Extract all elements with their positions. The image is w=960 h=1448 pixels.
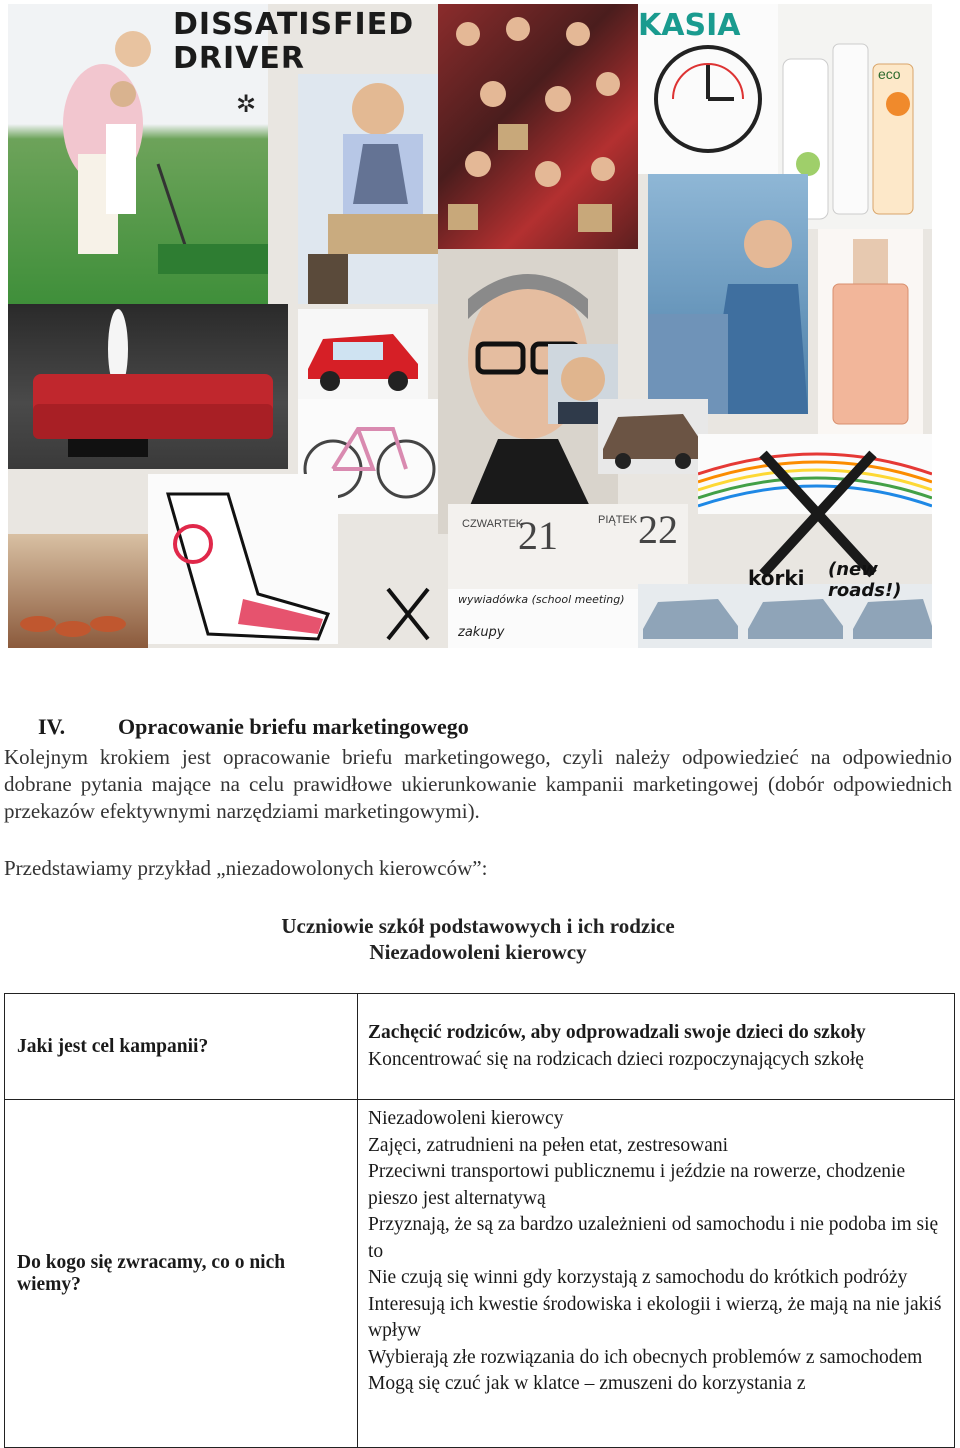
audience-line: Nie czują się winni gdy korzystają z samochodu do krótkich podróży	[368, 1267, 908, 1288]
brown-car-photo	[598, 399, 708, 474]
bug-doodle: ✲	[236, 92, 257, 118]
calendar-day-21: 21	[518, 513, 558, 558]
answer-cell	[358, 1100, 955, 1448]
table-row	[5, 1100, 955, 1448]
calendar-friday: PIĄTEK	[598, 514, 638, 526]
section-number: IV.	[38, 714, 66, 739]
audience-line: Niezadowoleni kierowcy	[368, 1108, 564, 1129]
red-car-photo	[298, 309, 428, 399]
calendar-day-22: 22	[638, 507, 678, 552]
new-roads-label: (new roads!)	[828, 559, 902, 601]
perfume-bottle-photo	[818, 229, 923, 434]
students-crowd-photo	[438, 4, 638, 249]
calendar-clipping	[448, 504, 688, 589]
section-paragraph: Kolejnym krokiem jest opracowanie briefu marketingowego, czyli należy odpowiedzieć na odpowiednio dobrane pytania mające na celu prawidłowe ukierunkowanie kampanii marketingowej (dobór odpowiednich przekazów efektywnymi narzędziami marketingowymi).	[4, 745, 952, 823]
subtitle-target-group: Uczniowie szkół podstawowych i ich rodzice	[281, 914, 675, 938]
eco-brand-label: eco	[878, 66, 901, 82]
answer-goal: Zachęcić rodziców, aby odprowadzali swoje dzieci do szkoły	[368, 1022, 866, 1043]
korki-label: korki	[748, 566, 805, 590]
red-sofa	[8, 304, 288, 469]
audience-line: Interesują ich kwestie środowiska i ekologii i wierzą, że mają na nie jakiś wpływ	[368, 1293, 942, 1341]
subtitle-segment: Niezadowoleni kierowcy	[369, 940, 587, 964]
answer-cell	[358, 994, 955, 1100]
handwritten-note	[448, 589, 638, 648]
kasia-label: KASIA	[638, 8, 741, 43]
living-room-photo	[8, 304, 288, 469]
note-line-1: wywiadówka (school meeting)	[458, 593, 625, 606]
example-intro: Przedstawiamy przykład „niezadowolonych kierowców”:	[4, 856, 488, 880]
audience-line: Zajęci, zatrudnieni na pełen etat, zestresowani	[368, 1134, 729, 1156]
striped-sock-drawing	[148, 474, 338, 644]
audience-line: Wybierają złe rozwiązania do ich obecnych problemów z samochodem	[368, 1346, 923, 1368]
mood-board-collage	[8, 4, 932, 648]
table-row	[5, 994, 955, 1100]
calendar-thursday: CZWARTEK	[462, 518, 524, 530]
audience-line: Przeciwni transportowi publicznemu i jeździe na rowerze, chodzenie pieszo jest alternatywą	[368, 1161, 906, 1209]
question-cell: Jaki jest cel kampanii?	[5, 994, 358, 1100]
note-line-2: zakupy	[458, 625, 505, 640]
marketing-brief-table	[4, 993, 955, 1448]
section-heading	[38, 714, 469, 740]
answer-focus: Koncentrować się na rodzicach dzieci rozpoczynających szkołę	[368, 1048, 864, 1070]
small-cross-mark	[378, 579, 438, 648]
surgeon-photo	[648, 174, 808, 414]
perfume-bottle	[818, 229, 923, 434]
car-icon	[298, 309, 428, 399]
barbecue-photo	[8, 534, 148, 648]
section-title: Opracowanie briefu marketingowego	[118, 714, 469, 739]
dissatisfied-driver-label: DISSATISFIED DRIVER	[173, 7, 415, 76]
audience-line: Mogą się czuć jak w klatce – zmuszeni do korzystania z	[368, 1373, 806, 1394]
question-cell: Do kogo się zwracamy, co o nich wiemy?	[5, 1100, 358, 1448]
audience-line: Przyznają, że są za bardzo uzależnieni od samochodu i nie podoba im się to	[368, 1214, 939, 1262]
